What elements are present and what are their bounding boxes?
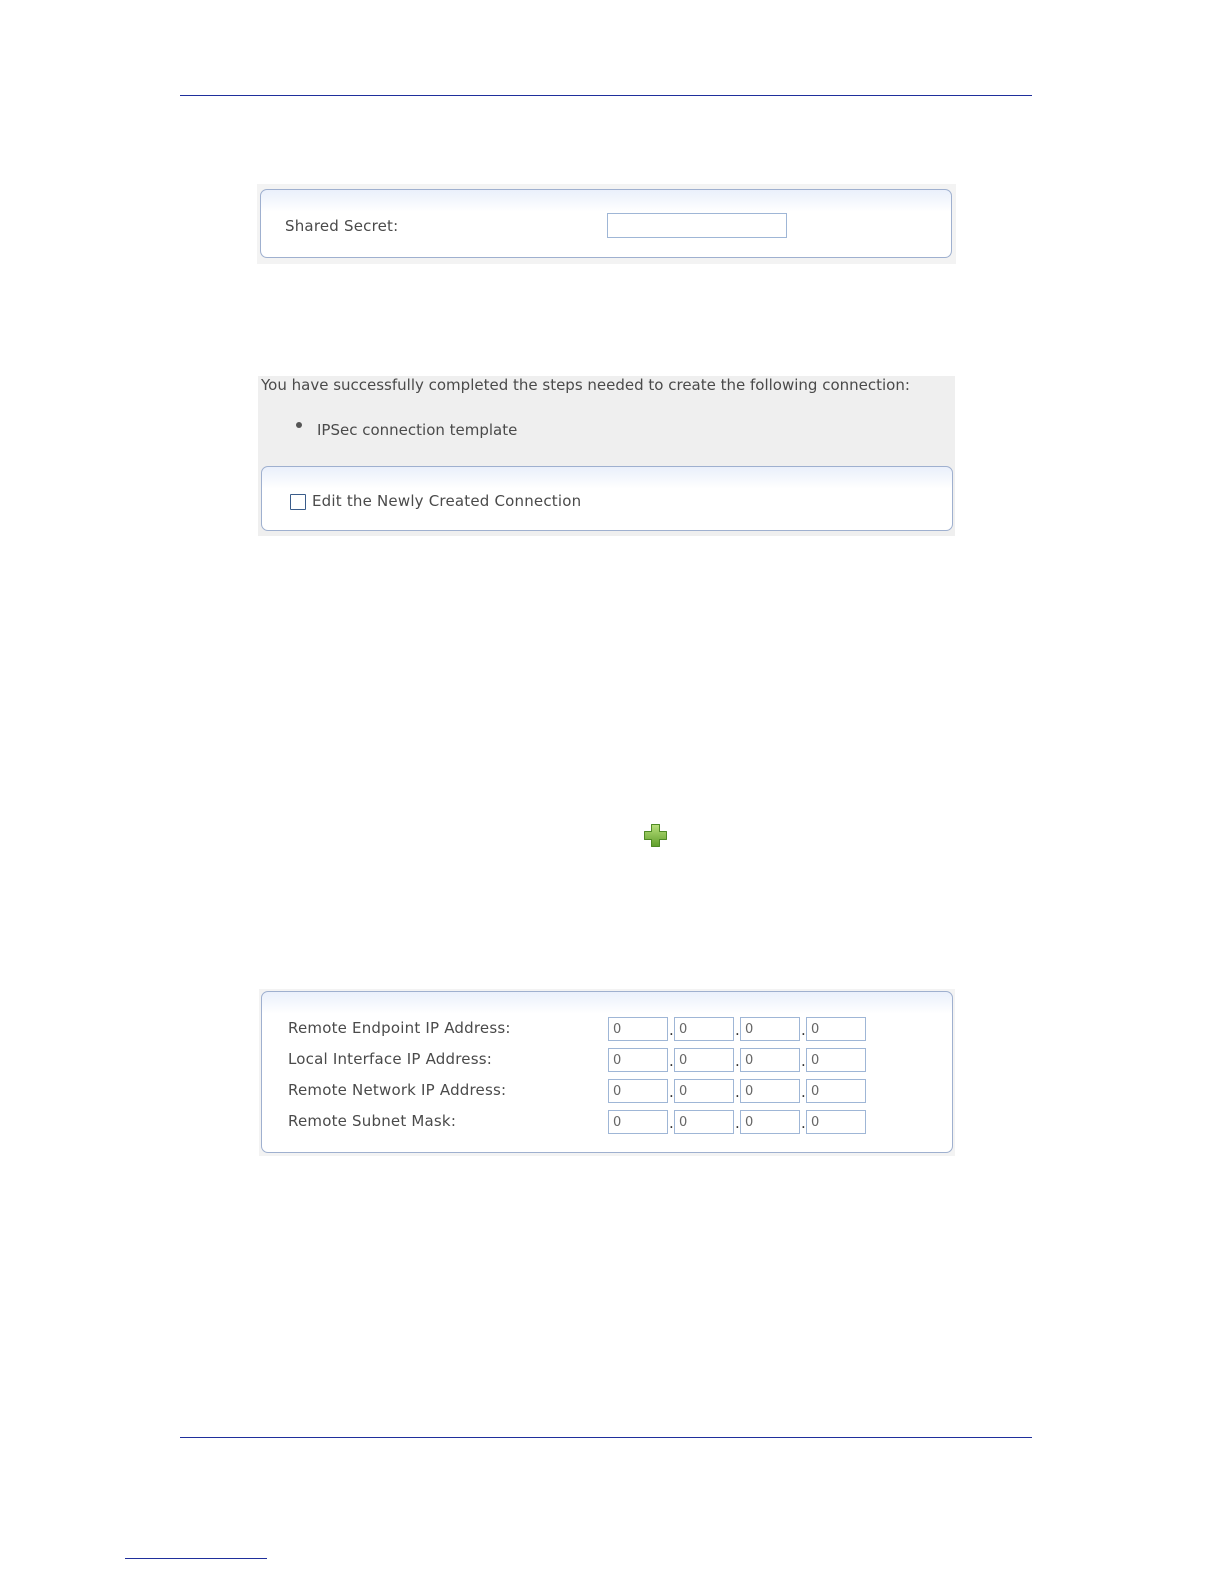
remote-network-label: Remote Network IP Address: — [288, 1081, 507, 1099]
remote-endpoint-octet-2[interactable] — [674, 1017, 734, 1041]
octet-separator: . — [669, 1114, 674, 1132]
remote-endpoint-octet-4[interactable] — [806, 1017, 866, 1041]
shared-secret-panel — [260, 189, 952, 258]
octet-separator: . — [801, 1021, 806, 1039]
octet-separator: . — [801, 1052, 806, 1070]
octet-separator: . — [735, 1114, 740, 1132]
local-interface-octet-4[interactable] — [806, 1048, 866, 1072]
shared-secret-screenshot — [257, 184, 956, 264]
octet-separator: . — [801, 1083, 806, 1101]
remote-network-row — [288, 1079, 928, 1103]
local-interface-octet-2[interactable] — [674, 1048, 734, 1072]
octet-separator: . — [669, 1083, 674, 1101]
shared-secret-input[interactable] — [607, 213, 787, 238]
edit-connection-panel — [261, 466, 953, 531]
shared-secret-label: Shared Secret: — [285, 217, 399, 235]
octet-separator: . — [735, 1052, 740, 1070]
remote-endpoint-row — [288, 1017, 928, 1041]
local-interface-row — [288, 1048, 928, 1072]
bullet-icon — [296, 422, 302, 428]
remote-subnet-mask-row — [288, 1110, 928, 1134]
ip-address-panel — [261, 991, 953, 1153]
octet-separator: . — [735, 1021, 740, 1039]
connection-summary-screenshot — [258, 376, 955, 536]
local-interface-octet-3[interactable] — [740, 1048, 800, 1072]
remote-subnet-mask-octet-2[interactable] — [674, 1110, 734, 1134]
summary-intro-text: You have successfully completed the steps needed to create the following connection: — [261, 376, 910, 394]
ip-address-screenshot — [259, 989, 955, 1156]
connection-list-item: IPSec connection template — [317, 421, 518, 439]
local-interface-label: Local Interface IP Address: — [288, 1050, 492, 1068]
remote-network-octet-3[interactable] — [740, 1079, 800, 1103]
remote-endpoint-label: Remote Endpoint IP Address: — [288, 1019, 511, 1037]
remote-network-octet-2[interactable] — [674, 1079, 734, 1103]
edit-connection-checkbox[interactable] — [290, 494, 306, 510]
remote-subnet-mask-octet-3[interactable] — [740, 1110, 800, 1134]
edit-connection-label: Edit the Newly Created Connection — [312, 492, 582, 510]
octet-separator: . — [735, 1083, 740, 1101]
remote-subnet-mask-octet-4[interactable] — [806, 1110, 866, 1134]
remote-endpoint-octet-3[interactable] — [740, 1017, 800, 1041]
remote-network-octet-1[interactable] — [608, 1079, 668, 1103]
remote-network-octet-4[interactable] — [806, 1079, 866, 1103]
remote-subnet-mask-octet-1[interactable] — [608, 1110, 668, 1134]
octet-separator: . — [669, 1021, 674, 1039]
plus-icon — [643, 823, 668, 848]
header-rule — [180, 95, 1032, 96]
remote-endpoint-octet-1[interactable] — [608, 1017, 668, 1041]
footer-underline — [125, 1558, 267, 1559]
footer-rule — [180, 1437, 1032, 1438]
octet-separator: . — [801, 1114, 806, 1132]
remote-subnet-mask-label: Remote Subnet Mask: — [288, 1112, 457, 1130]
local-interface-octet-1[interactable] — [608, 1048, 668, 1072]
octet-separator: . — [669, 1052, 674, 1070]
